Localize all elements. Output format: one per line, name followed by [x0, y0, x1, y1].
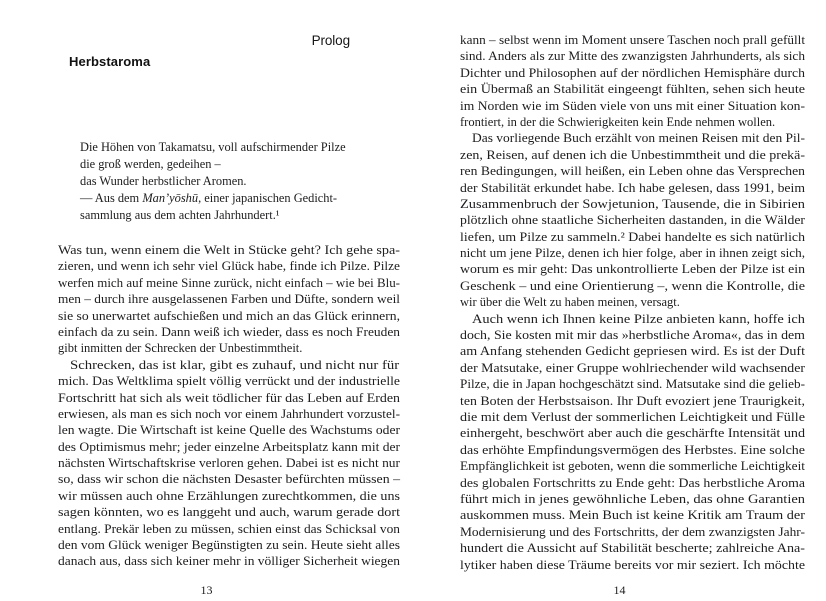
page-right	[413, 0, 826, 601]
text-line: nicht um jene Pilze, denen ich hier folge, aber in ihnen zeigt sich,	[460, 246, 805, 261]
text-line: worum es mir geht: Das unkontrollierte Leben der Pilze ist ein	[460, 262, 805, 277]
epigraph-line	[80, 190, 390, 207]
text-line: entlang. Prekär leben zu müssen, schien einst das Schicksal von	[58, 521, 400, 536]
paragraph	[58, 242, 400, 357]
text-line: mich. Das Weltklima spielt völlig verrückt und der industrielle	[58, 374, 400, 389]
text-line: wir über die Welt zu haben meinen, versagt.	[460, 295, 680, 310]
text-line: danach aus, dass sich keiner mehr in völliger Sicherheit wiegen	[58, 554, 400, 569]
epigraph-line	[80, 139, 390, 156]
text-line: Dichter und Philosophen auf der nördlichen Hemisphäre durch	[460, 65, 805, 80]
text-line: ren Bedingungen, will heißen, ein Leben ohne das Versprechen	[460, 164, 805, 179]
text-line: doch, Sie kosten mit mir das »herbstliche Aroma«, das in dem	[460, 328, 805, 343]
epigraph-line	[80, 207, 390, 224]
text-line: zen, Reisen, auf denen ich die Unbestimmtheit und die prekä-	[460, 147, 805, 162]
text-line: liefen, um Pilze zu sammeln.² Dabei handelte es sich natürlich	[460, 229, 805, 244]
text-line: ten Boten der Herbstsaison. Ihr Duft evoziert jene Traurigkeit,	[460, 393, 805, 408]
epigraph-text: die groß werden, gedeihen –	[80, 157, 221, 171]
text-line: der Stabilität erkundet habe. Ich habe gelesen, dass 1991, beim	[460, 180, 805, 195]
body-text-right	[460, 32, 805, 573]
text-line: der Matsutake, einer Gruppe wohlriechender wild wachsender	[460, 360, 805, 375]
text-line: kann – selbst wenn im Moment unsere Taschen noch prall gefüllt	[460, 33, 805, 47]
epigraph-text: sammlung aus dem achten Jahrhundert.¹	[80, 208, 280, 222]
body-text-left	[58, 242, 400, 570]
text-line: wir müssen auch ohne Erzählungen zurechtkommen, die uns	[58, 488, 400, 503]
text-line: den vom Glück weniger Begünstigten zu sein. Heute sieht alles	[58, 538, 400, 553]
text-line: das erhöhte Empfindungsvermögen des Herbstes. Eine solche	[460, 442, 805, 457]
text-line: nächsten Wirtschaftskrise verloren gehen. Dabei ist es nicht nur	[58, 456, 400, 471]
text-line: einfach da zu sein. Dann weiß ich wieder, dass es noch Freuden	[58, 324, 400, 339]
text-line: Modernisierung und des Fortschritts, der dem zwanzigsten Jahr-	[460, 524, 805, 539]
text-line: am Anfang stehenden Gedicht gepriesen wird. Es ist der Duft	[460, 344, 805, 359]
page-number-left: 13	[200, 583, 213, 597]
text-line: des globalen Fortschritts zu Ende geht: Das herbstliche Aroma	[460, 475, 805, 490]
text-line: Zusammenbruch der Sowjetunion, Tausende, die in Sibirien	[460, 196, 805, 211]
text-line: ein Übermaß an Stabilität eingeengt fühlten, sehen sich heute	[460, 82, 805, 97]
text-line: werfen mich auf meine Sinne zurück, nicht einfach – wie bei Blu-	[58, 275, 400, 290]
text-line: Geschenk – und eine Orientierung –, wenn die Kontrolle, die	[460, 278, 805, 293]
page-number-right: 14	[613, 583, 626, 597]
text-line: len wagte. Die Wirtschaft ist keine Quelle des Wachstums oder	[58, 423, 400, 438]
paragraph	[460, 130, 805, 310]
text-line: Pilze, die in Japan hochgeschätzt sind. Matsutake sind die gelieb-	[460, 377, 805, 392]
epigraph-text: , einer japanischen Gedicht-	[198, 191, 338, 205]
paragraph	[460, 311, 805, 573]
text-line: frontiert, in der die Schwierigkeiten kein Ende nehmen wollen.	[460, 114, 776, 129]
text-line: gibt inmitten der Schrecken der Unbestimmtheit.	[58, 341, 303, 356]
text-line: auskommen muss. Mein Buch ist keine Kritik am Traum der	[460, 508, 805, 523]
text-line: sind. Anders als zur Mitte des zwanzigsten Jahrhunderts, als sich	[460, 49, 805, 64]
text-line: die mit dem Verlust der sommerlichen Leichtigkeit und Fülle	[460, 409, 805, 424]
text-line: zieren, und wenn ich sehr viel Glück habe, finde ich Pilze. Pilze	[58, 259, 400, 274]
epigraph-text: Die Höhen von Takamatsu, voll aufschirmender Pilze	[80, 140, 346, 154]
text-line: men – durch ihre ausgelassenen Farben und Düfte, sondern weil	[58, 292, 400, 307]
text-line: sie so unerwartet aufschießen und mich an das Glück erinnern,	[58, 308, 400, 323]
chapter-title: Herbstaroma	[69, 54, 151, 69]
epigraph-italic-text: Man’yōshū	[142, 191, 199, 205]
epigraph	[80, 139, 390, 224]
epigraph-line	[80, 156, 390, 173]
running-head: Prolog	[311, 33, 350, 48]
paragraph	[58, 357, 400, 570]
text-line: Fortschritt hat sich als weit tödlicher für das Leben auf Erden	[58, 390, 400, 405]
text-line: erwiesen, als man es sich noch vor einem Jahrhundert vorzustel-	[58, 406, 400, 421]
text-line: des Optimismus mehr; jeder einzelne Arbeitsplatz kann mit der	[58, 439, 400, 454]
text-line: Empfänglichkeit ist geboten, wenn die sommerliche Leichtigkeit	[460, 459, 805, 474]
text-line: so, dass wir schon die nächsten Desaster befürchten müssen –	[58, 472, 400, 487]
epigraph-text: — Aus dem	[80, 191, 143, 205]
text-line: plötzlich ohne staatliche Sicherheiten dastanden, in die Wälder	[460, 213, 805, 228]
text-line: Das vorliegende Buch erzählt von meinen Reisen mit den Pil-	[472, 131, 805, 146]
text-line: führt mich in jenes gewöhnliche Leben, das ohne Garantien	[460, 491, 805, 506]
text-line: im Norden wie im Süden viele von uns mit einer Situation kon-	[460, 98, 805, 113]
text-line: Schrecken, das ist klar, gibt es zuhauf, und nicht nur für	[70, 357, 400, 372]
text-line: sagen könnten, wo es langgeht und auch, warum gerade dort	[58, 505, 400, 520]
text-line: Auch wenn ich Ihnen keine Pilze anbieten kann, hoffe ich	[472, 311, 805, 326]
epigraph-line	[80, 173, 390, 190]
paragraph	[460, 32, 805, 130]
text-line: einhergeht, beschwört aber auch die geschärfte Intensität und	[460, 426, 805, 441]
epigraph-text: das Wunder herbstlicher Aromen.	[80, 174, 247, 188]
text-line: hundert die Aussicht auf Stabilität bescherte; zahlreiche Ana-	[460, 541, 805, 556]
text-line: Was tun, wenn einem die Welt in Stücke geht? Ich gehe spa-	[58, 243, 400, 257]
text-line: lytiker haben diese Träume bereits vor mir seziert. Ich möchte	[460, 557, 805, 572]
